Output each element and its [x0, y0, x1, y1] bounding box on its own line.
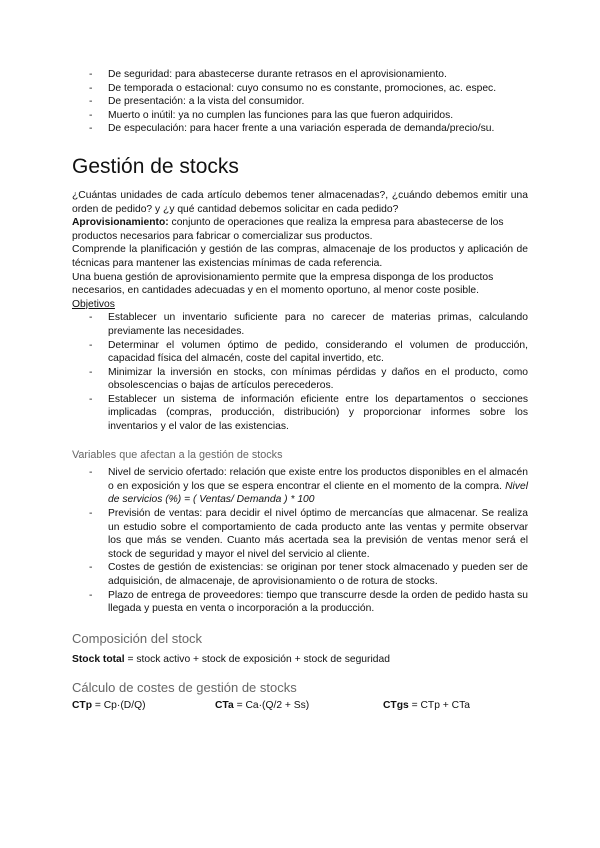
nivel-servicio-formula: Nivel de servicios (%) = ( Ventas/ Demanda ) * 100: [108, 480, 528, 506]
aprovisionamiento-paragraph: [72, 216, 528, 243]
list-item: [72, 466, 528, 507]
list-item: - Establecer un inventario suficiente para no carecer de materias primas, calculando previamente las necesidades.: [72, 311, 528, 338]
formula-expression: = CTp + CTa: [408, 699, 470, 711]
stock-total-term: Stock total: [72, 654, 125, 666]
list-item: - Muerto o inútil: ya no cumplen las funciones para las que fueron adquiridos.: [72, 109, 528, 123]
list-item: - Plazo de entrega de proveedores: tiempo que transcurre desde la orden de pedido hasta su llegada y puesta en venta o incorporación a la producción.: [72, 589, 528, 616]
nivel-servicio-text: Nivel de servicio ofertado: relación que existe entre los productos disponibles en el almacén o en exposición y los que se espera encontrar el cliente en el momento de la compra.: [108, 467, 528, 492]
buena-gestion-paragraph: Una buena gestión de aprovisionamiento permite que la empresa disponga de los productos necesarios, en cantidades adecuadas y en el momento oportuno, al menor coste posible.: [72, 271, 494, 297]
list-item: - Costes de gestión de existencias: se originan por tener stock almacenado y pueden ser de adquisición, de almacenaje, de aprovisionamiento o de rotura de stocks.: [72, 561, 528, 588]
comprende-paragraph: Comprende la planificación y gestión de las compras, almacenaje de los productos y aplicación de técnicas para mantener las existencias mínimas de cada referencia.: [72, 244, 528, 269]
list-item: - Previsión de ventas: para decidir el nivel óptimo de mercancías que almacenar. Se realiza un estudio sobre el comportamiento de cada producto ante las ventas y permite observar los que más se venden. Cuanto más acertada sea la previsión de ventas menor será el stock de seguridad y mayor el nivel del servicio al cliente.: [72, 507, 528, 561]
formula-expression: = Ca·(Q/2 + Ss): [233, 699, 310, 711]
list-item: - De especulación: para hacer frente a una variación esperada de demanda/precio/su.: [72, 122, 528, 136]
objetivos-list: [72, 311, 528, 433]
calculo-heading: Cálculo de costes de gestión de stocks: [72, 679, 297, 695]
list-item: - Determinar el volumen óptimo de pedido, considerando el volumen de producción, capacidad física del almacén, coste del capital invertido, etc.: [72, 339, 528, 366]
composicion-heading: Composición del stock: [72, 630, 203, 646]
formula-term: CTgs: [383, 699, 409, 711]
variables-list: [72, 466, 528, 616]
formula-ctgs: [383, 699, 470, 713]
aprovisionamiento-definition: conjunto de operaciones que realiza la empresa para abastecerse de los productos necesarios para fabricar o comercializar sus productos.: [72, 217, 504, 242]
formula-term: CTa: [215, 699, 234, 711]
formula-cta: [215, 699, 383, 713]
section-heading-gestion: Gestión de stocks: [72, 154, 239, 178]
formula-term: CTp: [72, 699, 93, 711]
cost-formulas-row: [72, 699, 528, 713]
formula-ctp: [72, 699, 215, 713]
intro-paragraph: ¿Cuántas unidades de cada artículo debemos tener almacenadas?, ¿cuándo debemos emitir una orden de pedido? y ¿y qué cantidad debemos solicitar en cada pedido?: [72, 189, 528, 215]
formula-expression: = Cp·(D/Q): [92, 699, 146, 711]
objetivos-label: Objetivos: [72, 298, 115, 310]
stock-types-list: [72, 68, 528, 136]
aprovisionamiento-term: Aprovisionamiento:: [72, 217, 169, 229]
list-item: - Establecer un sistema de información eficiente entre los departamentos o secciones implicadas (compras, producción, distribución) y proporcionar informes sobre los inventarios y el valor de las existencias.: [72, 393, 528, 434]
list-item: - De temporada o estacional: cuyo consumo no es constante, promociones, ac. espec.: [72, 82, 528, 96]
list-item: - Minimizar la inversión en stocks, con mínimas pérdidas y daños en el producto, como obsolescencias o bajas de artículos perecederos.: [72, 366, 528, 393]
list-item: - De seguridad: para abastecerse durante retrasos en el aprovisionamiento.: [72, 68, 528, 82]
list-item: - De presentación: a la vista del consumidor.: [72, 95, 528, 109]
variables-heading: Variables que afectan a la gestión de stocks: [72, 448, 283, 461]
stock-total-expression: = stock activo + stock de exposición + stock de seguridad: [124, 654, 390, 666]
stock-total-formula: [72, 653, 528, 667]
